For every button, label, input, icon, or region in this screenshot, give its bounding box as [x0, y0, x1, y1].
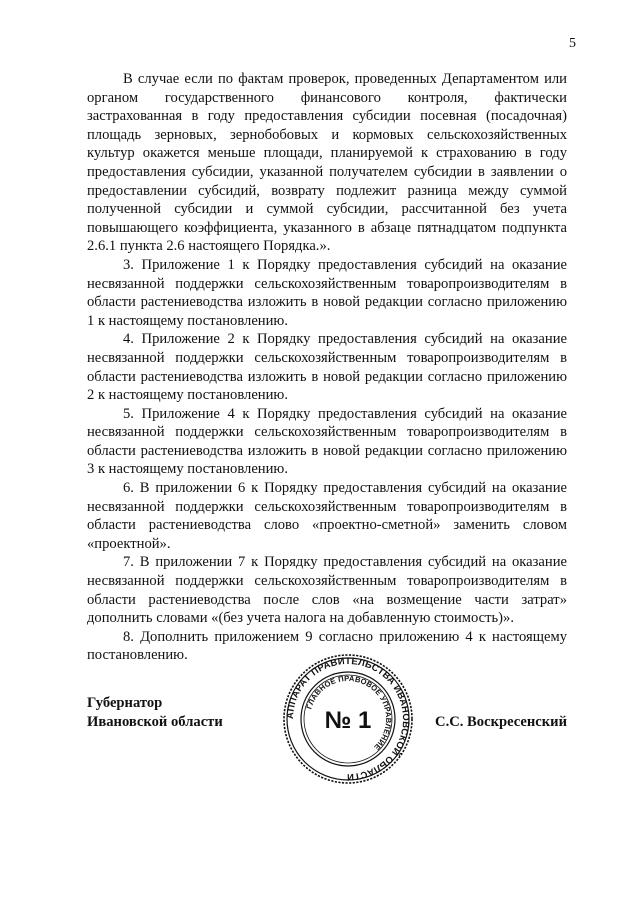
paragraph-item-7: 7. В приложении 7 к Порядку предоставления субсидий на оказание несвязанной поддержки сельскохозяйственным товаропроизводителям в области растениеводства после слов «на возмещение части затрат» дополнить словами «(без учета налога на добавленную стоимость)». [87, 554, 567, 627]
seal-graphic [282, 653, 414, 785]
page-number: 5 [569, 36, 576, 51]
paragraph-item-5: 5. Приложение 4 к Порядку предоставления субсидий на оказание несвязанной поддержки сельскохозяйственным товаропроизводителям в области растениеводства изложить в новой редакции согласно приложению 3 к настоящему постановлению. [87, 405, 567, 478]
paragraph-item-3: 3. Приложение 1 к Порядку предоставления субсидий на оказание несвязанной поддержки сельскохозяйственным товаропроизводителям в области растениеводства изложить в новой редакции согласно приложению 1 к настоящему постановлению. [87, 256, 567, 329]
seal-outer-textpath: АППАРАТ ПРАВИТЕЛЬСТВА ИВАНОВСКОЙ ОБЛАСТИ [283, 654, 413, 784]
seal-number: № 1 [324, 707, 372, 734]
paragraph-insurance-subsidy: В случае если по фактам проверок, проведенных Департаментом или органом государственного финансового контроля, фактически застрахованная в году предоставления субсидии посевная (посадочная) площадь зерновых, зернобобовых и кормовых сельскохозяйственных культур окажется меньше площади, планируемой к страхованию в году предоставления субсидии, указанной получателем субсидии в заявлении о предоставлении субсидий, возврату подлежит разница между суммой полученной субсидии и суммой субсидии, рассчитанной без учета повышающего коэффициента, указанного в абзаце пятнадцатом подпункта 2.6.1 пункта 2.6 настоящего Порядка.». [87, 71, 567, 255]
signer-name: С.С. Воскресенский [435, 713, 567, 730]
paragraph-item-6: 6. В приложении 6 к Порядку предоставления субсидий на оказание несвязанной поддержки сельскохозяйственным товаропроизводителям в области растениеводства слово «проектно-сметной» заменить словом «проектной». [87, 480, 567, 552]
paragraph-item-4: 4. Приложение 2 к Порядку предоставления субсидий на оказание несвязанной поддержки сельскохозяйственным товаропроизводителям в области растениеводства изложить в новой редакции согласно приложению 2 к настоящему постановлению. [87, 331, 567, 404]
paragraph-item-8: 8. Дополнить приложением 9 согласно приложению 4 к настоящему постановлению. [87, 628, 567, 664]
document-body [87, 70, 567, 665]
seal-inner-textpath: ГЛАВНОЕ ПРАВОВОЕ УПРАВЛЕНИЕ [304, 673, 394, 752]
signer-position-region: Ивановской области [87, 713, 223, 730]
signer-position-title: Губернатор [87, 695, 163, 711]
official-seal [282, 653, 414, 785]
